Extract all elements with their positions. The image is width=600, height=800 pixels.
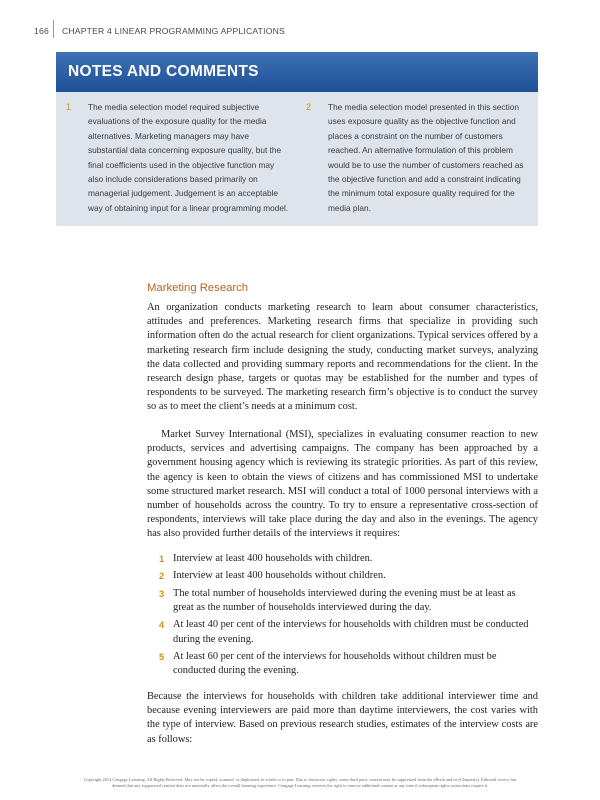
list-number: 5 xyxy=(159,650,165,662)
list-number: 2 xyxy=(159,570,165,582)
list-text: At least 40 per cent of the interviews for households with children must be conducted during the evening. xyxy=(173,619,529,645)
note-number: 1 xyxy=(66,102,72,112)
list-text: Interview at least 400 households without children. xyxy=(173,570,386,582)
footer-line: deemed that any suppressed content does not materially affect the overall learning experience. Cengage Learning reserves the right to remove additional content at any time if subsequent rights restrictions require it. xyxy=(111,783,489,788)
paragraph-text: Because the interviews for households with children take additional interviewer time and because evening interviewers are paid more than daytime interviewers, the cost varies with the type of interview. Based on previous research studies, estimates of the interview costs are as follows: xyxy=(147,691,538,745)
list-item xyxy=(147,587,538,615)
paragraph-text: An organization conducts marketing research to learn about consumer characteristics, attitudes and preferences. Marketing research firms that specialize in providing such information often do the actual research for client organizations. Typical services offered by a marketing research firm include designing the study, conducting market surveys, analyzing the data collected and providing summary reports and recommendations for the client. In the research design phase, targets or quotas may be established for the number and types of respondents to be surveyed. The marketing research firm’s objective is to conduct the survey so as to meet the client’s needs at a minimum cost. xyxy=(147,302,538,413)
header-divider xyxy=(53,20,54,38)
body-paragraph xyxy=(147,301,538,415)
note-item xyxy=(66,100,290,215)
note-item xyxy=(306,100,532,215)
list-number: 4 xyxy=(159,619,165,631)
list-item xyxy=(147,569,538,583)
section-heading: Marketing Research xyxy=(147,282,249,294)
note-number: 2 xyxy=(306,102,312,112)
list-item xyxy=(147,618,538,646)
notes-title: NOTES AND COMMENTS xyxy=(68,63,259,80)
notes-title-bar xyxy=(56,52,538,92)
list-item xyxy=(147,650,538,678)
list-text: Interview at least 400 households with children. xyxy=(173,553,373,564)
copyright-footer xyxy=(26,777,574,789)
footer-line: Copyright 2014 Cengage Learning. All Rights Reserved. May not be copied, scanned, or duplicated, in whole or in part. Due to electronic rights, some third party content may be suppressed from the eBook and/or eChapter(s). Editorial review has xyxy=(83,777,517,782)
chapter-title: CHAPTER 4 LINEAR PROGRAMMING APPLICATIONS xyxy=(62,26,285,36)
page-number: 166 xyxy=(34,26,49,36)
requirements-list xyxy=(147,552,538,682)
list-number: 3 xyxy=(159,587,165,599)
body-paragraph xyxy=(147,428,538,542)
list-number: 1 xyxy=(159,553,165,564)
notes-and-comments-box xyxy=(56,52,538,226)
list-text: The total number of households interviewed during the evening must be at least as great as the number of households interviewed during the day. xyxy=(173,587,516,613)
note-text: The media selection model required subjective evaluations of the exposure quality for the media alternatives. Marketing managers may have substantial data concerning exposure quality, but the final coefficients used in the objective function may also include considerations based primarily on managerial judgement. Judgement is an acceptable way of obtaining input for a linear programming model. xyxy=(88,102,289,213)
paragraph-text: Market Survey International (MSI), specializes in evaluating consumer reaction to new products, services and advertising campaigns. The company has been approached by a government housing agency which is reviewing its strategic priorities. As part of this review, the agency is keen to obtain the views of citizens and has commissioned MSI to undertake some structured market research. MSI will conduct a total of 1000 personal interviews with a number of households across the country. To try to ensure a representative cross-section of respondents, interviews will take place during the day and also in the evenings. The agency has also provided further details of the interviews it requires: xyxy=(147,429,538,540)
list-item xyxy=(147,552,538,566)
body-paragraph xyxy=(147,690,538,747)
note-text: The media selection model presented in this section uses exposure quality as the objective function and places a constraint on the number of customers reached. An alternative formulation of this problem would be to use the number of customers reached as the objective function and add a constraint indicating the minimum total exposure quality required for the media plan. xyxy=(328,102,524,213)
list-text: At least 60 per cent of the interviews for households without children must be conducted during the evening. xyxy=(173,650,497,677)
